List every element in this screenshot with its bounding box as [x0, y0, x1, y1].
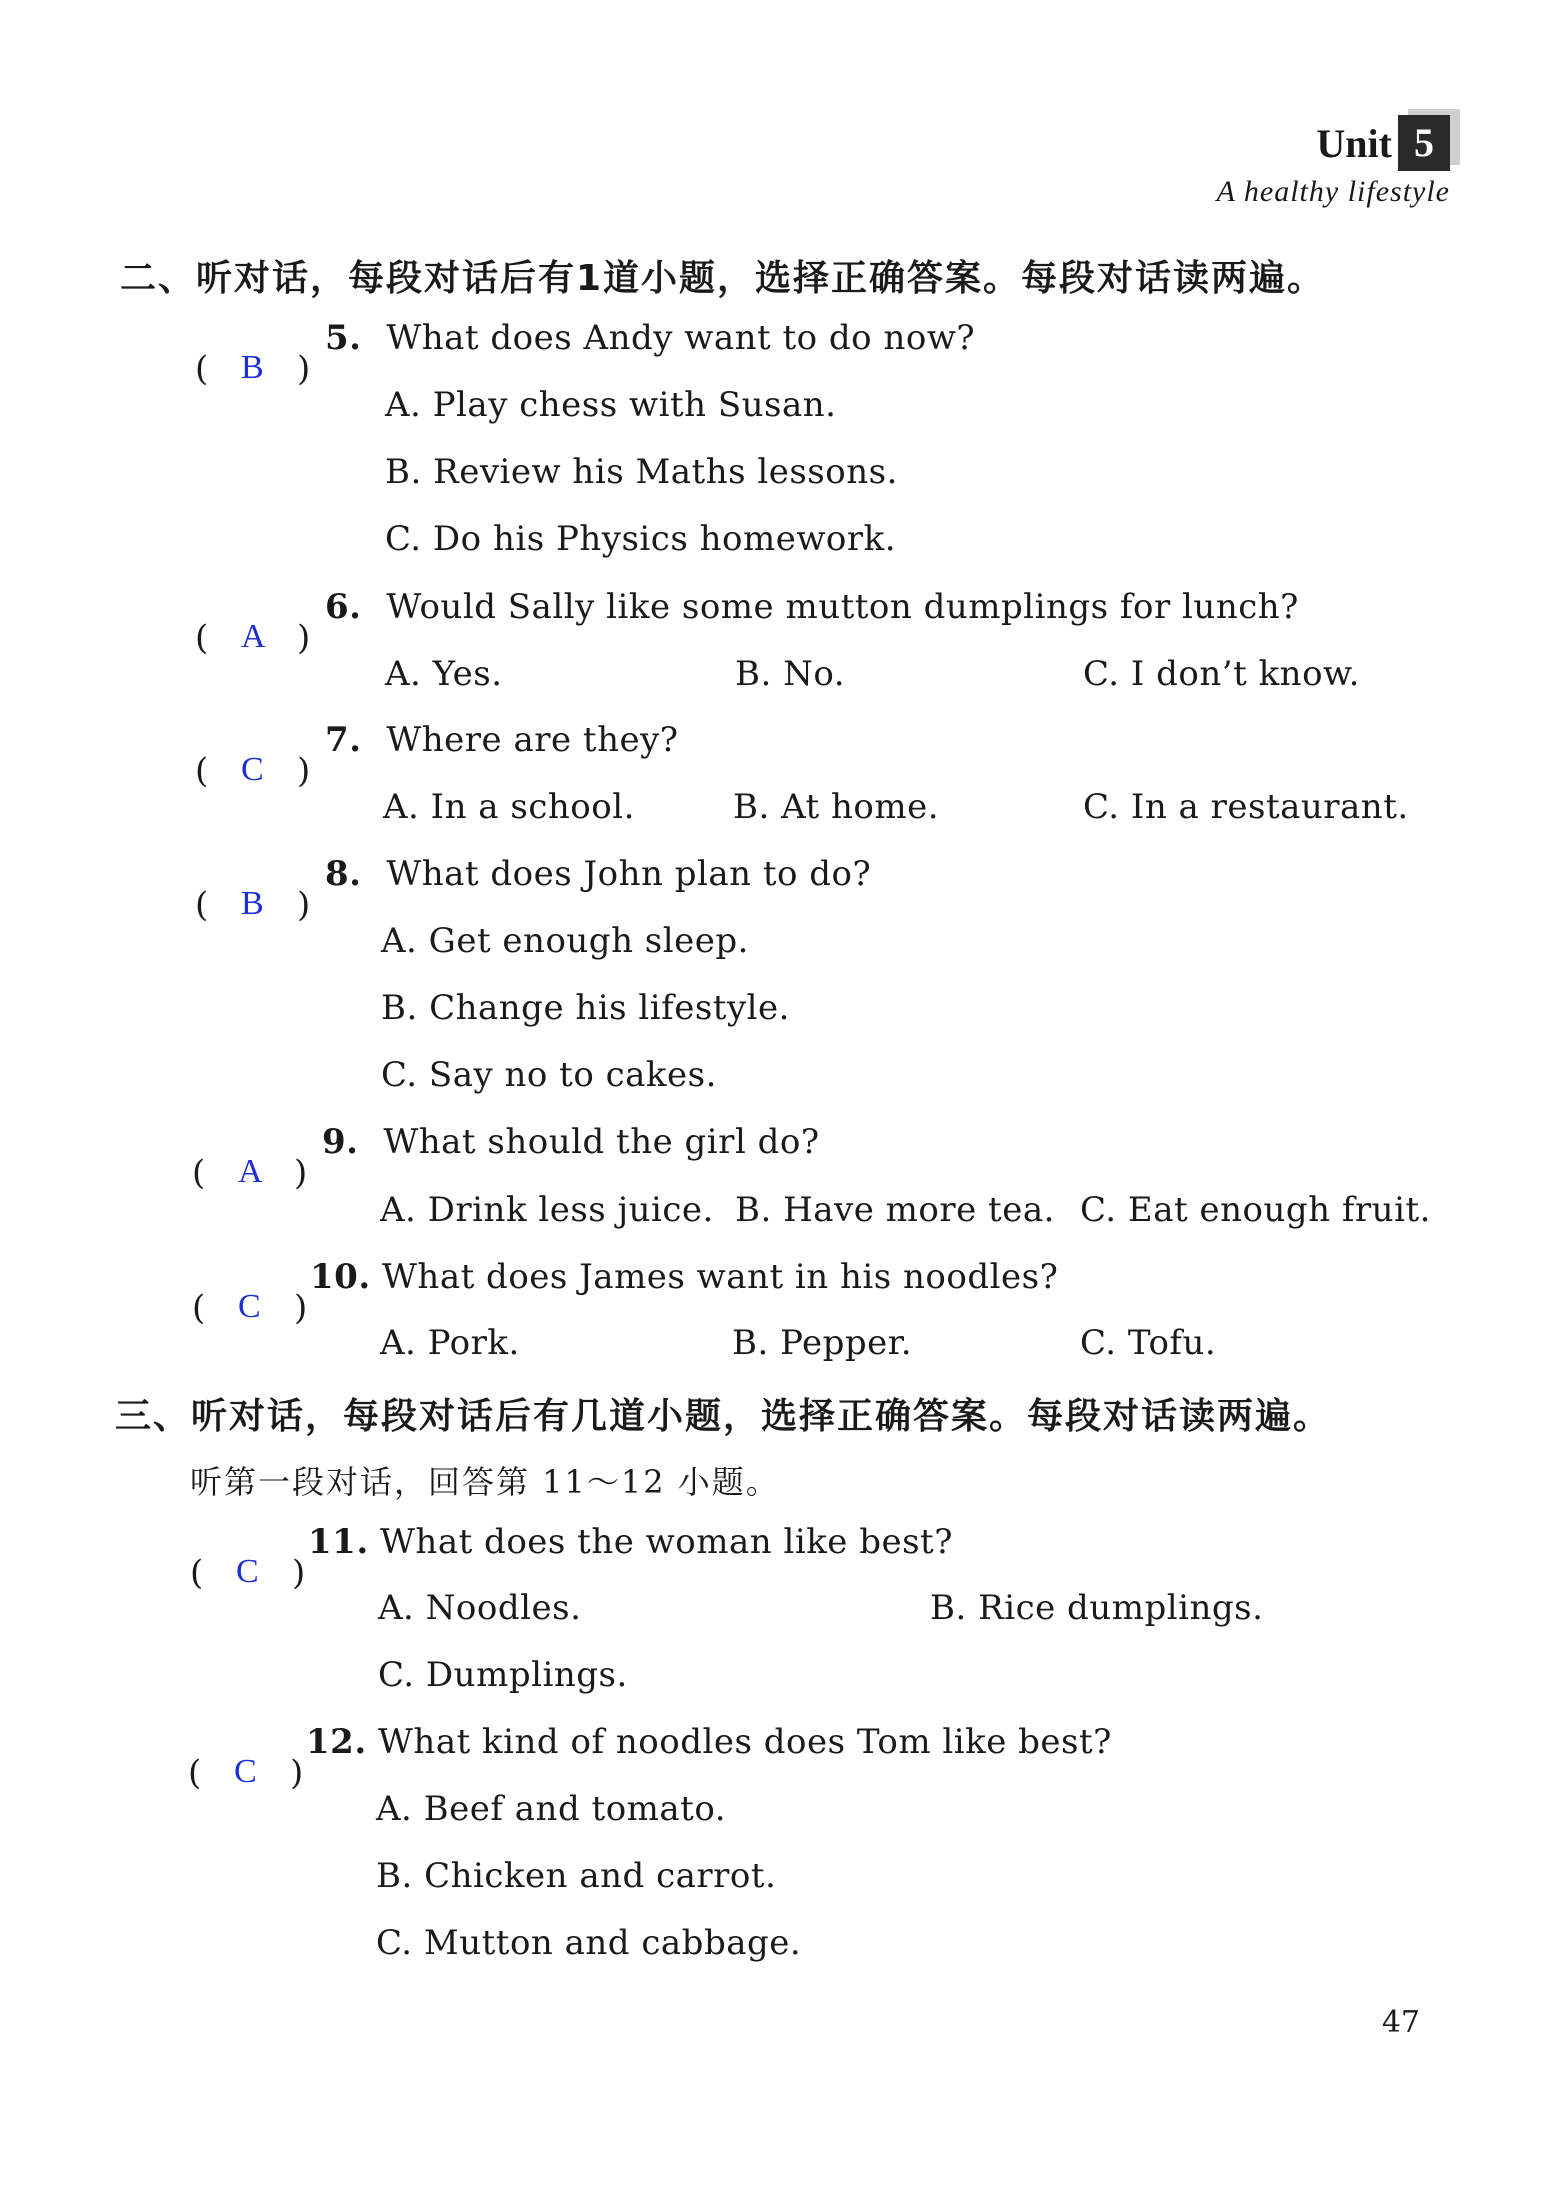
unit-number: 5: [1398, 115, 1450, 171]
question-7: ( C ) 7. Where are they?: [195, 720, 679, 791]
answer: C: [238, 1288, 262, 1325]
page-number: 47: [1381, 2005, 1420, 2040]
section-2-title: 二、听对话，每段对话后有1道小题，选择正确答案。每段对话读两遍。: [120, 258, 1326, 299]
option: C. Mutton and cabbage.: [376, 1923, 802, 1963]
option: B. Pepper.: [732, 1323, 913, 1363]
option: C. Dumplings.: [378, 1655, 628, 1695]
unit-header: [1217, 115, 1450, 209]
section-3-title: 三、听对话，每段对话后有几道小题，选择正确答案。每段对话读两遍。: [115, 1396, 1332, 1437]
option: A. Noodles.: [378, 1588, 582, 1628]
option: A. Play chess with Susan.: [385, 385, 837, 425]
question-5: ( B ) 5. What does Andy want to do now?: [195, 318, 976, 389]
option: B. At home.: [733, 787, 940, 827]
answer: A: [238, 1153, 264, 1190]
option: A. Get enough sleep.: [381, 921, 749, 961]
option: C. Say no to cakes.: [381, 1055, 717, 1095]
unit-word: Unit: [1316, 120, 1392, 166]
option: A. Pork.: [380, 1323, 520, 1363]
option: A. Drink less juice.: [380, 1190, 714, 1230]
option: B. Chicken and carrot.: [376, 1856, 777, 1896]
answer: B: [241, 349, 265, 386]
question-10: ( C ) 10. What does James want in his noodles?: [192, 1257, 1059, 1328]
question-6: ( A ) 6. Would Sally like some mutton dumplings for lunch?: [195, 587, 1299, 658]
answer: A: [241, 618, 267, 655]
unit-subtitle: A healthy lifestyle: [1216, 175, 1450, 208]
option: C. Tofu.: [1080, 1323, 1217, 1363]
option: C. Do his Physics homework.: [385, 519, 897, 559]
answer: B: [241, 885, 265, 922]
option: B. Change his lifestyle.: [381, 988, 790, 1028]
question-12: ( C ) 12. What kind of noodles does Tom like best?: [188, 1722, 1112, 1793]
answer: C: [241, 751, 265, 788]
option: C. In a restaurant.: [1083, 787, 1409, 827]
option: C. Eat enough fruit.: [1080, 1190, 1431, 1230]
option: B. Review his Maths lessons.: [385, 452, 898, 492]
answer: C: [234, 1753, 258, 1790]
option: C. I don’t know.: [1083, 654, 1360, 694]
question-11: ( C ) 11. What does the woman like best?: [190, 1522, 953, 1593]
question-9: ( A ) 9. What should the girl do?: [192, 1122, 820, 1193]
option: A. Yes.: [385, 654, 503, 694]
option: A. In a school.: [383, 787, 635, 827]
answer: C: [236, 1553, 260, 1590]
option: B. Rice dumplings.: [930, 1588, 1264, 1628]
question-8: ( B ) 8. What does John plan to do?: [195, 854, 872, 925]
option: B. Have more tea.: [735, 1190, 1055, 1230]
section-3-subtitle: 听第一段对话，回答第 11～12 小题。: [190, 1463, 780, 1501]
option: A. Beef and tomato.: [376, 1789, 727, 1829]
option: B. No.: [735, 654, 846, 694]
